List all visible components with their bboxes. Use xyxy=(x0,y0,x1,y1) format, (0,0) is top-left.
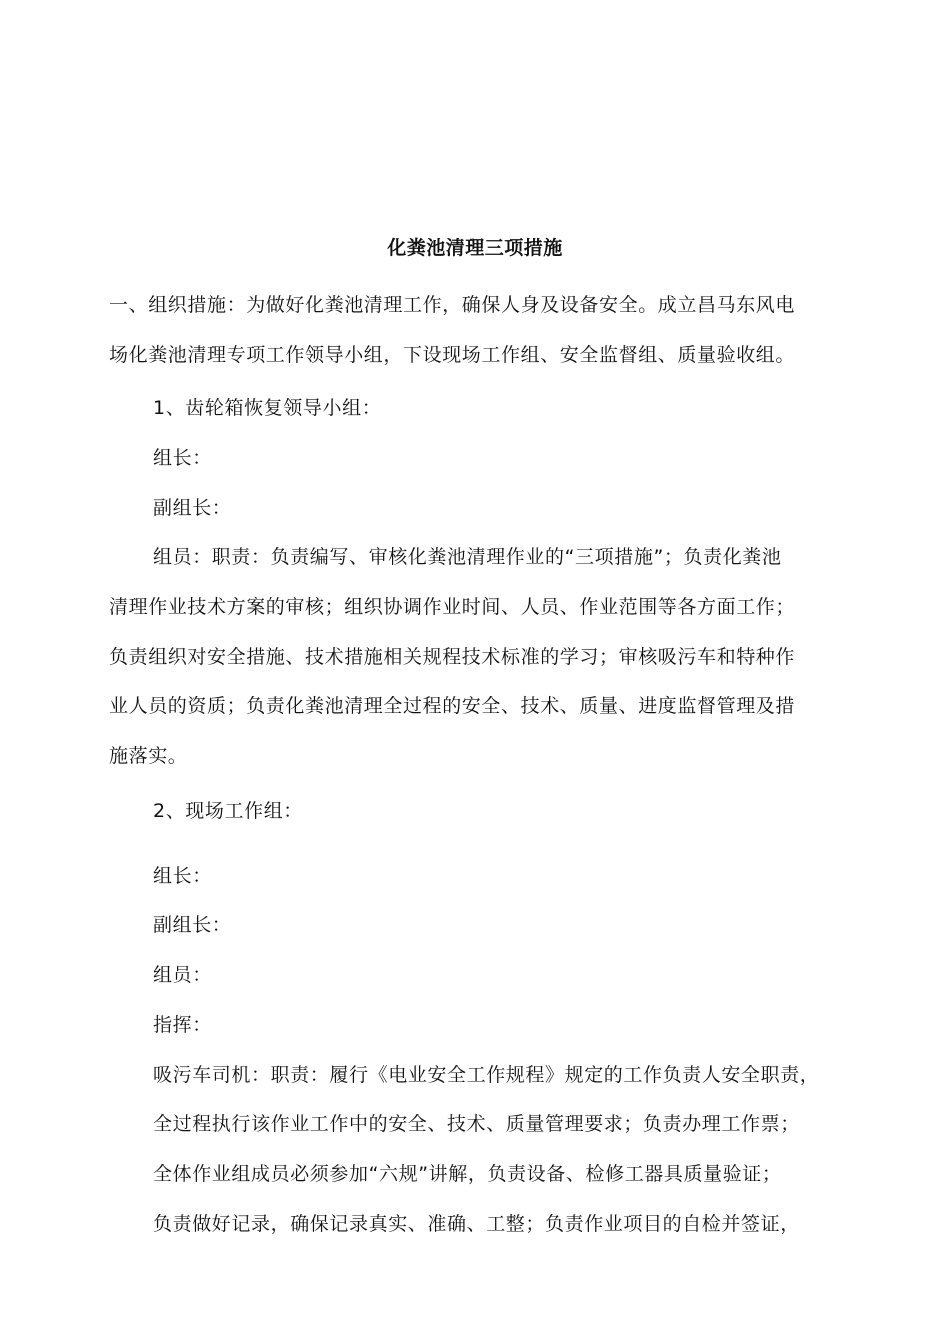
paragraph-line: 副组长： xyxy=(153,914,232,936)
paragraph-line: 组长： xyxy=(153,865,212,887)
paragraph-line: 全过程执行该作业工作中的安全、技术、质量管理要求；负责办理工作票； xyxy=(153,1113,800,1135)
document-title: 化粪池清理三项措施 xyxy=(387,237,563,259)
paragraph-line: 组员： xyxy=(153,964,212,986)
paragraph-line: 一、组织措施：为做好化粪池清理工作，确保人身及设备安全。成立昌马东风电 xyxy=(109,294,796,316)
paragraph-line: 负责组织对安全措施、技术措施相关规程技术标准的学习；审核吸污车和特种作 xyxy=(109,646,796,668)
section-heading: 2、现场工作组： xyxy=(153,800,303,822)
paragraph-line: 清理作业技术方案的审核；组织协调作业时间、人员、作业范围等各方面工作； xyxy=(109,596,796,618)
paragraph-line: 全体作业组成员必须参加“六规”讲解，负责设备、检修工器具质量验证； xyxy=(153,1163,782,1185)
paragraph-line: 组员：职责：负责编写、审核化粪池清理作业的“三项措施”；负责化粪池 xyxy=(153,546,782,568)
paragraph-line: 吸污车司机：职责：履行《电业安全工作规程》规定的工作负责人安全职责， xyxy=(153,1064,820,1086)
section-heading: 1、齿轮箱恢复领导小组： xyxy=(153,397,382,419)
paragraph-line: 副组长： xyxy=(153,497,232,519)
paragraph-line: 业人员的资质；负责化粪池清理全过程的安全、技术、质量、进度监督管理及措 xyxy=(109,695,796,717)
paragraph-line: 施落实。 xyxy=(109,745,188,767)
paragraph-line: 负责做好记录，确保记录真实、准确、工整；负责作业项目的自检并签证， xyxy=(153,1213,800,1235)
paragraph-line: 场化粪池清理专项工作领导小组，下设现场工作组、安全监督组、质量验收组。 xyxy=(109,344,796,366)
paragraph-line: 指挥： xyxy=(153,1014,212,1036)
paragraph-line: 组长： xyxy=(153,447,212,469)
